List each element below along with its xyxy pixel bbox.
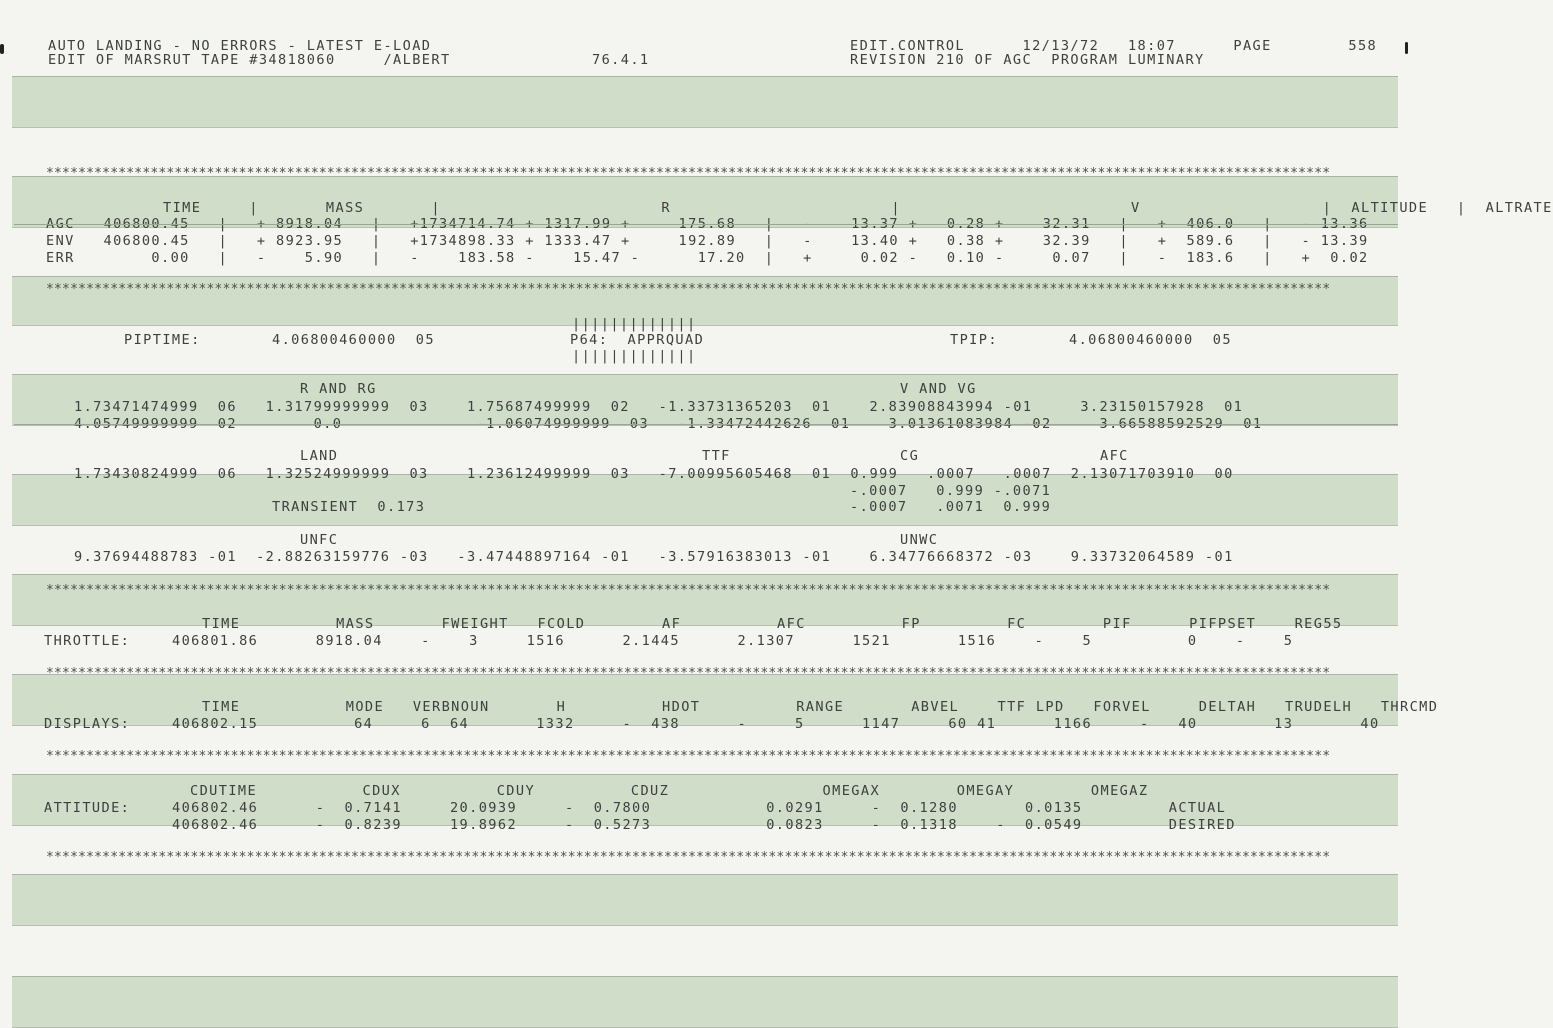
attitude-row-desired: 406802.46 - 0.8239 19.8962 - 0.5273 0.0823 - 0.1318 - 0.0549 DESIRED [172, 817, 1236, 833]
state-headers: TIME | MASS | R | V | ALTITUDE | ALTRATE [163, 200, 1553, 216]
star-separator: **************************************************************************************************************************************************************** [46, 850, 1331, 865]
afc-title: AFC [1100, 448, 1129, 464]
tractor-hole [0, 44, 4, 54]
star-separator: **************************************************************************************************************************************************************** [46, 583, 1331, 598]
displays-label: DISPLAYS: [44, 716, 131, 732]
attitude-row-actual: 406802.46 - 0.7141 20.0939 - 0.7800 0.0291 - 0.1280 0.0135 ACTUAL [172, 800, 1227, 816]
header-control: EDIT.CONTROL 12/13/72 18:07 PAGE 558 [850, 38, 1378, 54]
greenbar-band [12, 874, 1398, 926]
row-rule [14, 424, 1398, 425]
program-bars-top: ||||||||||||| [572, 316, 697, 332]
tpip-label: TPIP: [950, 332, 998, 348]
unfc-title: UNFC [300, 532, 339, 548]
unwc-title: UNWC [900, 532, 939, 548]
program-name: P64: APPRQUAD [570, 332, 705, 348]
star-separator: **************************************************************************************************************************************************************** [46, 282, 1331, 297]
state-row-agc: AGC 406800.45 | + 8918.04 | +1734714.74 + 1317.99 + 175.68 | - 13.37 + 0.28 + 32.31 | + 406.0 | - 13.36 [46, 216, 1369, 232]
cg-row-3: -.0007 .0071 0.999 [850, 499, 1052, 515]
attitude-headers: CDUTIME CDUX CDUY CDUZ OMEGAX OMEGAY OMEGAZ [190, 783, 1149, 799]
star-separator: **************************************************************************************************************************************************************** [46, 666, 1331, 681]
star-separator: **************************************************************************************************************************************************************** [46, 749, 1331, 764]
throttle-values: 406801.86 8918.04 - 3 1516 2.1445 2.1307 1521 1516 - 5 0 - 5 [172, 633, 1294, 649]
displays-values: 406802.15 64 6 64 1332 - 438 - 5 1147 60 41 1166 - 40 13 40 [172, 716, 1380, 732]
v-title: V AND VG [900, 381, 977, 397]
transient-value: TRANSIENT 0.173 [272, 499, 426, 515]
program-bars-bottom: ||||||||||||| [572, 348, 697, 364]
header-version: 76.4.1 [592, 52, 650, 68]
attitude-label: ATTITUDE: [44, 800, 131, 816]
state-row-err: ERR 0.00 | - 5.90 | - 183.58 - 15.47 - 17.20 | + 0.02 - 0.10 - 0.07 | - 183.6 | + 0.02 [46, 250, 1369, 266]
header-revision: REVISION 210 OF AGC PROGRAM LUMINARY [850, 52, 1205, 68]
piptime-value: 4.06800460000 05 [272, 332, 435, 348]
vector-row-1: 1.73471474999 06 1.31799999999 03 1.75687499999 02 -1.33731365203 01 2.83908843994 -01 3.23150157928 01 [74, 399, 1244, 415]
star-separator: **************************************************************************************************************************************************************** [46, 166, 1331, 181]
throttle-label: THROTTLE: [44, 633, 131, 649]
r-title: R AND RG [300, 381, 377, 397]
header-subtitle: EDIT OF MARSRUT TAPE #34818060 /ALBERT [48, 52, 451, 68]
cg-row-2: -.0007 0.999 -.0071 [850, 483, 1052, 499]
land-title: LAND [300, 448, 339, 464]
tractor-hole [1405, 42, 1408, 54]
greenbar-band [12, 76, 1398, 128]
throttle-headers: TIME MASS FWEIGHT FCOLD AF AFC FP FC PIF PIFPSET REG55 [202, 616, 1343, 632]
state-row-env: ENV 406800.45 | + 8923.95 | +1734898.33 + 1333.47 + 192.89 | - 13.40 + 0.38 + 32.39 | + 589.6 | - 13.39 [46, 233, 1369, 249]
vector-row-2: 4.05749999999 02 0.0 -1.06074999999 03 -1.33472442626 01 3.01361083984 -02 3.66588592529 01 [74, 416, 1263, 432]
piptime-label: PIPTIME: [124, 332, 201, 348]
displays-headers: TIME MODE VERBNOUN H HDOT RANGE ABVEL TTF LPD FORVEL DELTAH TRUDELH THRCMD [202, 699, 1439, 715]
tpip-value: 4.06800460000 05 [1069, 332, 1232, 348]
ttf-title: TTF [702, 448, 731, 464]
vector-row-3: 1.73430824999 06 1.32524999999 03 1.23612499999 03 -7.00995605468 01 0.999 .0007 .0007 2.13071703910 00 [74, 466, 1234, 482]
vector-row-4: 9.37694488783 -01 -2.88263159776 -03 -3.47448897164 -01 -3.57916383013 -01 6.34776668372 -03 9.33732064589 -01 [74, 549, 1234, 565]
header-title: AUTO LANDING - NO ERRORS - LATEST E-LOAD [48, 38, 432, 54]
greenbar-band [12, 976, 1398, 1028]
row-rule [14, 224, 1398, 225]
cg-title: CG [900, 448, 920, 464]
